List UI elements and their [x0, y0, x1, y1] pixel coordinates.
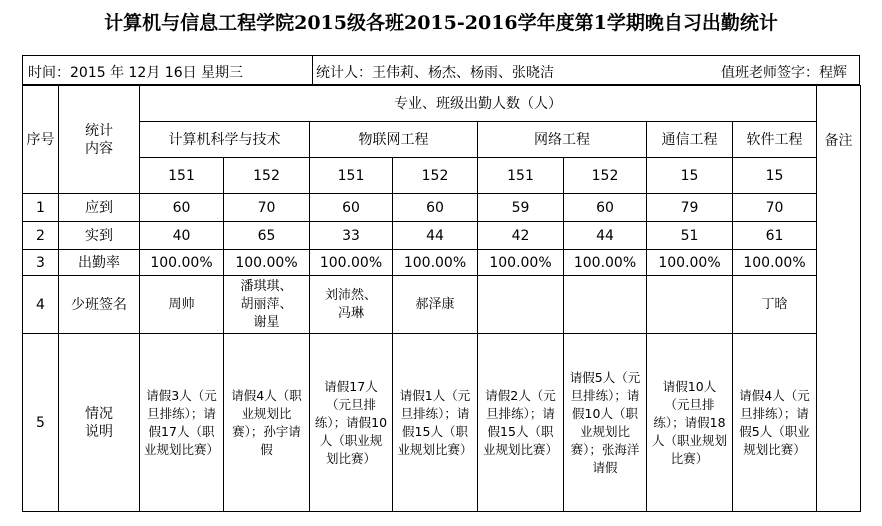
row-label	[59, 334, 140, 512]
table-cell: 44	[564, 222, 647, 250]
table-cell: 100.00%	[393, 250, 478, 276]
date-text: 时间：2015 年 12月 16日 星期三	[28, 65, 244, 81]
table-cell: 79	[647, 194, 733, 222]
class-header: 151	[140, 158, 224, 194]
class-header: 15	[733, 158, 817, 194]
teacher-sign-text: 值班老师签字：程辉	[721, 65, 847, 81]
sign-cell: 丁晗	[733, 276, 817, 334]
table-row	[23, 276, 861, 334]
class-header: 152	[564, 158, 647, 194]
row-label: 应到	[59, 194, 140, 222]
row-seq: 4	[23, 276, 59, 334]
table-cell: 59	[478, 194, 564, 222]
header-content-label: 统计内容	[85, 122, 113, 157]
table-cell: 100.00%	[564, 250, 647, 276]
note-cell: 请假5人（元旦排练）；请假10人（职业规划比赛）；张海洋请假	[564, 334, 647, 512]
sign-cell: 周帅	[140, 276, 224, 334]
table-cell: 60	[310, 194, 393, 222]
note-cell: 请假1人（元旦排练）；请假15人（职业规划比赛）	[393, 334, 478, 512]
table-cell: 51	[647, 222, 733, 250]
sign-cell	[224, 276, 310, 334]
note-cell: 请假2人（元旦排练）；请假15人（职业规划比赛）	[478, 334, 564, 512]
table-cell: 70	[224, 194, 310, 222]
table-cell: 100.00%	[140, 250, 224, 276]
table-cell: 42	[478, 222, 564, 250]
class-header: 152	[224, 158, 310, 194]
major-header: 物联网工程	[310, 122, 478, 158]
header-seq: 序号	[23, 86, 59, 194]
table-cell: 61	[733, 222, 817, 250]
header-content	[59, 86, 140, 194]
major-header: 计算机科学与技术	[140, 122, 310, 158]
table-row	[23, 222, 861, 250]
class-header: 151	[478, 158, 564, 194]
attendance-table	[22, 85, 861, 512]
row-seq: 1	[23, 194, 59, 222]
page-title: 计算机与信息工程学院2015级各班2015-2016学年度第1学期晚自习出勤统计	[104, 12, 778, 34]
table-cell: 100.00%	[310, 250, 393, 276]
table-cell: 60	[393, 194, 478, 222]
note-cell: 请假17人（元旦排练）；请假10人（职业规划比赛）	[310, 334, 393, 512]
info-bar	[22, 55, 860, 85]
sign-cell: 郝泽康	[393, 276, 478, 334]
table-cell: 60	[564, 194, 647, 222]
header-remark: 备注	[817, 86, 861, 512]
row-seq: 3	[23, 250, 59, 276]
table-cell: 33	[310, 222, 393, 250]
table-cell: 100.00%	[478, 250, 564, 276]
table-row	[23, 194, 861, 222]
table-cell: 70	[733, 194, 817, 222]
class-header: 151	[310, 158, 393, 194]
sign-cell	[478, 276, 564, 334]
row-label: 少班签名	[59, 276, 140, 334]
table-cell: 100.00%	[647, 250, 733, 276]
table-cell: 100.00%	[733, 250, 817, 276]
note-cell: 请假10人（元旦排练）；请假18人（职业规划比赛）	[647, 334, 733, 512]
class-header: 152	[393, 158, 478, 194]
major-header: 通信工程	[647, 122, 733, 158]
note-cell: 请假4人（元旦排练）；请假5人（职业规划比赛）	[733, 334, 817, 512]
row-seq: 2	[23, 222, 59, 250]
counters-text: 统计人：王伟莉、杨杰、杨雨、张晓洁	[316, 65, 554, 81]
table-cell: 65	[224, 222, 310, 250]
row-seq: 5	[23, 334, 59, 512]
table-cell: 100.00%	[224, 250, 310, 276]
sign-cell	[310, 276, 393, 334]
table-cell: 40	[140, 222, 224, 250]
sign-names: 刘沛然、冯琳	[324, 287, 377, 321]
major-header: 网络工程	[478, 122, 647, 158]
note-cell: 请假4人（职业规划比赛）；孙宇请假	[224, 334, 310, 512]
row-label-text: 情况说明	[85, 405, 113, 440]
table-cell: 44	[393, 222, 478, 250]
table-cell: 60	[140, 194, 224, 222]
info-divider	[312, 56, 313, 84]
sign-names: 潘琪琪、胡丽萍、谢星	[240, 278, 293, 330]
major-header: 软件工程	[733, 122, 817, 158]
sign-cell	[564, 276, 647, 334]
table-row	[23, 334, 861, 512]
row-label: 出勤率	[59, 250, 140, 276]
sign-cell	[647, 276, 733, 334]
header-group: 专业、班级出勤人数（人）	[140, 86, 817, 122]
class-header: 15	[647, 158, 733, 194]
row-label: 实到	[59, 222, 140, 250]
note-cell: 请假3人（元旦排练）；请假17人（职业规划比赛）	[140, 334, 224, 512]
table-row	[23, 250, 861, 276]
